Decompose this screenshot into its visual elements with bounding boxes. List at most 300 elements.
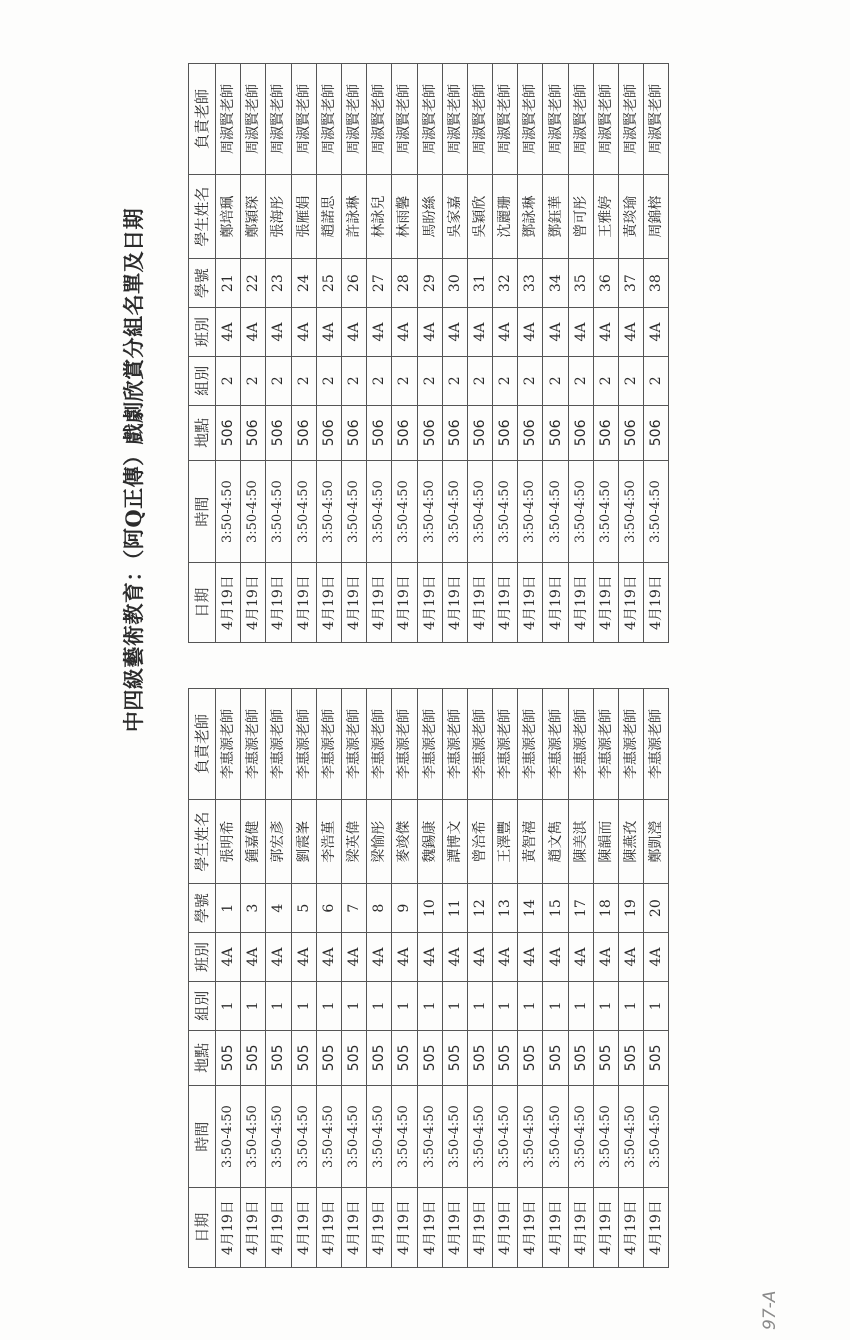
cell-student-number: 12: [467, 884, 492, 933]
cell-time: 3:50-4:50: [341, 461, 366, 563]
cell-student-name: 黃琰瑜: [619, 174, 644, 258]
column-header-class: 班別: [189, 308, 216, 357]
cell-student-name: 鄧詠琳: [518, 174, 543, 258]
cell-teacher: 李惠源老師: [367, 689, 392, 800]
cell-teacher: 李惠源老師: [568, 689, 593, 800]
cell-time: 3:50-4:50: [266, 461, 291, 563]
cell-student-name: 吳家嘉: [442, 174, 467, 258]
cell-time: 3:50-4:50: [341, 1086, 366, 1188]
cell-student-name: 曾可彤: [568, 174, 593, 258]
cell-class: 4A: [442, 308, 467, 357]
cell-student-name: 張海彤: [266, 174, 291, 258]
table-row: [216, 64, 241, 643]
cell-class: 4A: [518, 933, 543, 982]
cell-student-number: 31: [467, 259, 492, 308]
cell-date: 4月19日: [341, 563, 366, 643]
cell-room: 505: [593, 1030, 618, 1085]
cell-group: 1: [593, 981, 618, 1030]
cell-student-number: 35: [568, 259, 593, 308]
cell-class: 4A: [493, 308, 518, 357]
cell-date: 4月19日: [341, 1188, 366, 1268]
cell-group: 2: [417, 356, 442, 405]
cell-date: 4月19日: [493, 1188, 518, 1268]
cell-class: 4A: [266, 933, 291, 982]
cell-room: 506: [341, 405, 366, 460]
table-row: [341, 64, 366, 643]
cell-class: 4A: [392, 308, 417, 357]
cell-date: 4月19日: [291, 563, 316, 643]
cell-class: 4A: [644, 308, 669, 357]
cell-group: 1: [467, 981, 492, 1030]
handwritten-page-mark: 97-A: [760, 1290, 780, 1330]
cell-group: 2: [216, 356, 241, 405]
cell-time: 3:50-4:50: [518, 1086, 543, 1188]
cell-student-number: 7: [341, 884, 366, 933]
cell-time: 3:50-4:50: [316, 1086, 341, 1188]
column-header-room: 地點: [189, 1030, 216, 1085]
cell-time: 3:50-4:50: [367, 461, 392, 563]
cell-student-number: 25: [316, 259, 341, 308]
cell-group: 2: [619, 356, 644, 405]
cell-room: 505: [518, 1030, 543, 1085]
cell-student-name: 周錦榕: [644, 174, 669, 258]
cell-student-name: 吳穎欣: [467, 174, 492, 258]
cell-student-name: 鄭培珮: [216, 174, 241, 258]
cell-date: 4月19日: [442, 1188, 467, 1268]
cell-class: 4A: [442, 933, 467, 982]
cell-time: 3:50-4:50: [417, 1086, 442, 1188]
cell-date: 4月19日: [593, 1188, 618, 1268]
cell-time: 3:50-4:50: [417, 461, 442, 563]
cell-room: 506: [518, 405, 543, 460]
cell-group: 2: [266, 356, 291, 405]
cell-group: 1: [266, 981, 291, 1030]
cell-room: 506: [644, 405, 669, 460]
cell-student-number: 20: [644, 884, 669, 933]
table-row: [568, 64, 593, 643]
cell-room: 506: [216, 405, 241, 460]
cell-teacher: 李惠源老師: [216, 689, 241, 800]
cell-date: 4月19日: [392, 563, 417, 643]
cell-student-name: 陳韻而: [593, 799, 618, 883]
cell-room: 506: [367, 405, 392, 460]
table-row: [392, 689, 417, 1268]
cell-date: 4月19日: [543, 1188, 568, 1268]
cell-room: 506: [543, 405, 568, 460]
cell-class: 4A: [216, 308, 241, 357]
column-header-teacher: 負責老師: [189, 689, 216, 800]
cell-class: 4A: [241, 933, 266, 982]
cell-group: 2: [467, 356, 492, 405]
cell-time: 3:50-4:50: [392, 461, 417, 563]
table-header-row: [189, 689, 216, 1268]
cell-time: 3:50-4:50: [644, 461, 669, 563]
cell-date: 4月19日: [568, 563, 593, 643]
cell-room: 506: [266, 405, 291, 460]
cell-class: 4A: [291, 933, 316, 982]
cell-date: 4月19日: [392, 1188, 417, 1268]
cell-room: 505: [467, 1030, 492, 1085]
cell-group: 2: [593, 356, 618, 405]
cell-group: 2: [644, 356, 669, 405]
cell-date: 4月19日: [266, 1188, 291, 1268]
cell-teacher: 周淑賢老師: [644, 64, 669, 175]
cell-time: 3:50-4:50: [467, 461, 492, 563]
cell-room: 505: [619, 1030, 644, 1085]
cell-room: 505: [316, 1030, 341, 1085]
cell-student-number: 26: [341, 259, 366, 308]
roster-table-group-1: [188, 688, 669, 1268]
cell-date: 4月19日: [316, 1188, 341, 1268]
cell-date: 4月19日: [518, 1188, 543, 1268]
cell-group: 2: [392, 356, 417, 405]
cell-date: 4月19日: [216, 563, 241, 643]
cell-time: 3:50-4:50: [619, 1086, 644, 1188]
cell-class: 4A: [241, 308, 266, 357]
cell-group: 1: [518, 981, 543, 1030]
column-header-class: 班別: [189, 933, 216, 982]
column-header-student-name: 學生姓名: [189, 799, 216, 883]
cell-date: 4月19日: [316, 563, 341, 643]
table-row: [467, 64, 492, 643]
table-row: [619, 64, 644, 643]
cell-student-number: 8: [367, 884, 392, 933]
cell-group: 2: [291, 356, 316, 405]
cell-student-name: 張明希: [216, 799, 241, 883]
table-row: [392, 64, 417, 643]
cell-student-name: 黃智禧: [518, 799, 543, 883]
table-row: [442, 64, 467, 643]
cell-group: 1: [367, 981, 392, 1030]
table-row: [417, 64, 442, 643]
table-row: [291, 689, 316, 1268]
column-header-room: 地點: [189, 405, 216, 460]
cell-teacher: 李惠源老師: [392, 689, 417, 800]
cell-class: 4A: [291, 308, 316, 357]
cell-teacher: 周淑賢老師: [568, 64, 593, 175]
cell-student-name: 鍾嘉健: [241, 799, 266, 883]
column-header-group: 組別: [189, 981, 216, 1030]
table-row: [341, 689, 366, 1268]
table-row: [367, 689, 392, 1268]
cell-student-number: 30: [442, 259, 467, 308]
table-row: [644, 689, 669, 1268]
cell-student-number: 19: [619, 884, 644, 933]
cell-student-number: 3: [241, 884, 266, 933]
cell-teacher: 李惠源老師: [518, 689, 543, 800]
cell-class: 4A: [417, 308, 442, 357]
cell-teacher: 周淑賢老師: [593, 64, 618, 175]
cell-class: 4A: [543, 308, 568, 357]
cell-date: 4月19日: [619, 563, 644, 643]
cell-class: 4A: [568, 308, 593, 357]
cell-student-name: 陳美淇: [568, 799, 593, 883]
cell-date: 4月19日: [241, 563, 266, 643]
cell-room: 505: [442, 1030, 467, 1085]
cell-student-number: 28: [392, 259, 417, 308]
cell-time: 3:50-4:50: [593, 461, 618, 563]
cell-group: 1: [316, 981, 341, 1030]
cell-student-name: 麥竣傑: [392, 799, 417, 883]
cell-room: 506: [467, 405, 492, 460]
cell-group: 1: [619, 981, 644, 1030]
cell-room: 505: [241, 1030, 266, 1085]
cell-student-name: 譚博文: [442, 799, 467, 883]
cell-group: 2: [316, 356, 341, 405]
cell-student-number: 1: [216, 884, 241, 933]
cell-class: 4A: [543, 933, 568, 982]
cell-group: 1: [417, 981, 442, 1030]
cell-student-name: 馬盼絲: [417, 174, 442, 258]
cell-teacher: 周淑賢老師: [367, 64, 392, 175]
table-row: [316, 689, 341, 1268]
cell-student-name: 張雁娟: [291, 174, 316, 258]
cell-student-number: 32: [493, 259, 518, 308]
cell-room: 505: [493, 1030, 518, 1085]
cell-student-name: 鄭穎琛: [241, 174, 266, 258]
cell-student-name: 鄧鈺華: [543, 174, 568, 258]
cell-class: 4A: [216, 933, 241, 982]
cell-class: 4A: [392, 933, 417, 982]
cell-teacher: 周淑賢老師: [291, 64, 316, 175]
cell-group: 1: [341, 981, 366, 1030]
cell-room: 505: [341, 1030, 366, 1085]
cell-student-name: 林詠兒: [367, 174, 392, 258]
cell-teacher: 周淑賢老師: [619, 64, 644, 175]
cell-group: 1: [392, 981, 417, 1030]
cell-student-name: 許詠琳: [341, 174, 366, 258]
cell-date: 4月19日: [417, 563, 442, 643]
cell-group: 1: [291, 981, 316, 1030]
cell-room: 506: [417, 405, 442, 460]
table-row: [593, 689, 618, 1268]
cell-student-number: 23: [266, 259, 291, 308]
cell-time: 3:50-4:50: [316, 461, 341, 563]
cell-class: 4A: [417, 933, 442, 982]
cell-class: 4A: [367, 933, 392, 982]
cell-student-number: 18: [593, 884, 618, 933]
cell-class: 4A: [593, 308, 618, 357]
cell-group: 2: [493, 356, 518, 405]
cell-student-number: 33: [518, 259, 543, 308]
cell-group: 2: [341, 356, 366, 405]
cell-time: 3:50-4:50: [619, 461, 644, 563]
cell-class: 4A: [467, 308, 492, 357]
cell-date: 4月19日: [493, 563, 518, 643]
cell-date: 4月19日: [644, 1188, 669, 1268]
cell-group: 1: [568, 981, 593, 1030]
cell-time: 3:50-4:50: [493, 461, 518, 563]
table-row: [417, 689, 442, 1268]
cell-date: 4月19日: [644, 563, 669, 643]
cell-date: 4月19日: [467, 1188, 492, 1268]
cell-date: 4月19日: [593, 563, 618, 643]
table-row: [241, 64, 266, 643]
cell-teacher: 周淑賢老師: [341, 64, 366, 175]
table-row: [568, 689, 593, 1268]
table-row: [518, 689, 543, 1268]
column-header-date: 日期: [189, 563, 216, 643]
cell-teacher: 李惠源老師: [417, 689, 442, 800]
cell-time: 3:50-4:50: [241, 1086, 266, 1188]
cell-room: 505: [568, 1030, 593, 1085]
cell-date: 4月19日: [266, 563, 291, 643]
cell-time: 3:50-4:50: [241, 461, 266, 563]
cell-time: 3:50-4:50: [543, 1086, 568, 1188]
cell-time: 3:50-4:50: [568, 1086, 593, 1188]
table-row: [241, 689, 266, 1268]
cell-class: 4A: [316, 933, 341, 982]
cell-student-number: 29: [417, 259, 442, 308]
cell-student-number: 17: [568, 884, 593, 933]
column-header-student-number: 學號: [189, 259, 216, 308]
cell-room: 505: [291, 1030, 316, 1085]
cell-student-name: 趙文雋: [543, 799, 568, 883]
table-row: [644, 64, 669, 643]
cell-student-number: 21: [216, 259, 241, 308]
cell-date: 4月19日: [543, 563, 568, 643]
table-row: [266, 64, 291, 643]
column-header-time: 時間: [189, 461, 216, 563]
cell-teacher: 李惠源老師: [291, 689, 316, 800]
table-row: [316, 64, 341, 643]
cell-student-name: 趙諾思: [316, 174, 341, 258]
cell-group: 1: [442, 981, 467, 1030]
cell-room: 505: [417, 1030, 442, 1085]
cell-student-number: 38: [644, 259, 669, 308]
cell-class: 4A: [619, 308, 644, 357]
cell-class: 4A: [367, 308, 392, 357]
cell-student-number: 5: [291, 884, 316, 933]
cell-student-number: 37: [619, 259, 644, 308]
cell-room: 505: [392, 1030, 417, 1085]
cell-room: 506: [291, 405, 316, 460]
cell-class: 4A: [518, 308, 543, 357]
table-header-row: [189, 64, 216, 643]
cell-teacher: 李惠源老師: [442, 689, 467, 800]
cell-room: 505: [266, 1030, 291, 1085]
cell-student-number: 13: [493, 884, 518, 933]
cell-time: 3:50-4:50: [467, 1086, 492, 1188]
cell-time: 3:50-4:50: [216, 461, 241, 563]
table-row: [518, 64, 543, 643]
cell-student-name: 陳燕孜: [619, 799, 644, 883]
table-row: [543, 64, 568, 643]
table-row: [619, 689, 644, 1268]
document-title: 中四級藝術教育：（阿Q正傳）戲劇欣賞分組名單及日期: [121, 207, 146, 733]
cell-time: 3:50-4:50: [367, 1086, 392, 1188]
cell-student-name: 梁英偉: [341, 799, 366, 883]
cell-group: 2: [367, 356, 392, 405]
cell-room: 505: [216, 1030, 241, 1085]
cell-teacher: 周淑賢老師: [417, 64, 442, 175]
cell-student-name: 曾治希: [467, 799, 492, 883]
cell-group: 1: [493, 981, 518, 1030]
column-header-student-name: 學生姓名: [189, 174, 216, 258]
cell-class: 4A: [467, 933, 492, 982]
cell-group: 2: [442, 356, 467, 405]
roster-table-group-2: [188, 63, 669, 643]
cell-room: 505: [367, 1030, 392, 1085]
cell-teacher: 周淑賢老師: [241, 64, 266, 175]
cell-time: 3:50-4:50: [216, 1086, 241, 1188]
cell-class: 4A: [316, 308, 341, 357]
cell-teacher: 周淑賢老師: [543, 64, 568, 175]
cell-group: 1: [543, 981, 568, 1030]
cell-student-number: 34: [543, 259, 568, 308]
cell-student-name: 林雨馨: [392, 174, 417, 258]
cell-room: 506: [593, 405, 618, 460]
column-header-time: 時間: [189, 1086, 216, 1188]
cell-room: 506: [316, 405, 341, 460]
cell-room: 506: [442, 405, 467, 460]
cell-date: 4月19日: [518, 563, 543, 643]
table-row: [493, 64, 518, 643]
cell-teacher: 李惠源老師: [493, 689, 518, 800]
cell-student-name: 魏錫康: [417, 799, 442, 883]
cell-time: 3:50-4:50: [442, 1086, 467, 1188]
cell-time: 3:50-4:50: [266, 1086, 291, 1188]
cell-teacher: 李惠源老師: [266, 689, 291, 800]
cell-date: 4月19日: [367, 563, 392, 643]
cell-date: 4月19日: [467, 563, 492, 643]
table-row: [467, 689, 492, 1268]
cell-group: 2: [518, 356, 543, 405]
cell-room: 506: [568, 405, 593, 460]
cell-student-name: 沈麗珊: [493, 174, 518, 258]
cell-teacher: 周淑賢老師: [493, 64, 518, 175]
cell-student-number: 10: [417, 884, 442, 933]
cell-group: 1: [644, 981, 669, 1030]
cell-class: 4A: [266, 308, 291, 357]
column-header-student-number: 學號: [189, 884, 216, 933]
table-row: [543, 689, 568, 1268]
cell-date: 4月19日: [291, 1188, 316, 1268]
cell-teacher: 李惠源老師: [644, 689, 669, 800]
cell-teacher: 周淑賢老師: [442, 64, 467, 175]
cell-student-number: 24: [291, 259, 316, 308]
cell-group: 2: [543, 356, 568, 405]
cell-time: 3:50-4:50: [291, 1086, 316, 1188]
cell-student-number: 36: [593, 259, 618, 308]
cell-teacher: 李惠源老師: [241, 689, 266, 800]
cell-room: 506: [493, 405, 518, 460]
cell-time: 3:50-4:50: [644, 1086, 669, 1188]
cell-date: 4月19日: [367, 1188, 392, 1268]
cell-time: 3:50-4:50: [493, 1086, 518, 1188]
cell-class: 4A: [493, 933, 518, 982]
table-row: [593, 64, 618, 643]
cell-room: 505: [543, 1030, 568, 1085]
cell-room: 506: [619, 405, 644, 460]
cell-student-number: 15: [543, 884, 568, 933]
cell-class: 4A: [644, 933, 669, 982]
cell-student-number: 6: [316, 884, 341, 933]
cell-time: 3:50-4:50: [442, 461, 467, 563]
table-row: [291, 64, 316, 643]
cell-student-number: 9: [392, 884, 417, 933]
cell-room: 506: [241, 405, 266, 460]
cell-class: 4A: [593, 933, 618, 982]
cell-group: 1: [241, 981, 266, 1030]
cell-student-name: 王澤豐: [493, 799, 518, 883]
cell-time: 3:50-4:50: [568, 461, 593, 563]
cell-teacher: 周淑賢老師: [316, 64, 341, 175]
table-row: [216, 689, 241, 1268]
cell-class: 4A: [568, 933, 593, 982]
cell-class: 4A: [341, 308, 366, 357]
cell-time: 3:50-4:50: [543, 461, 568, 563]
